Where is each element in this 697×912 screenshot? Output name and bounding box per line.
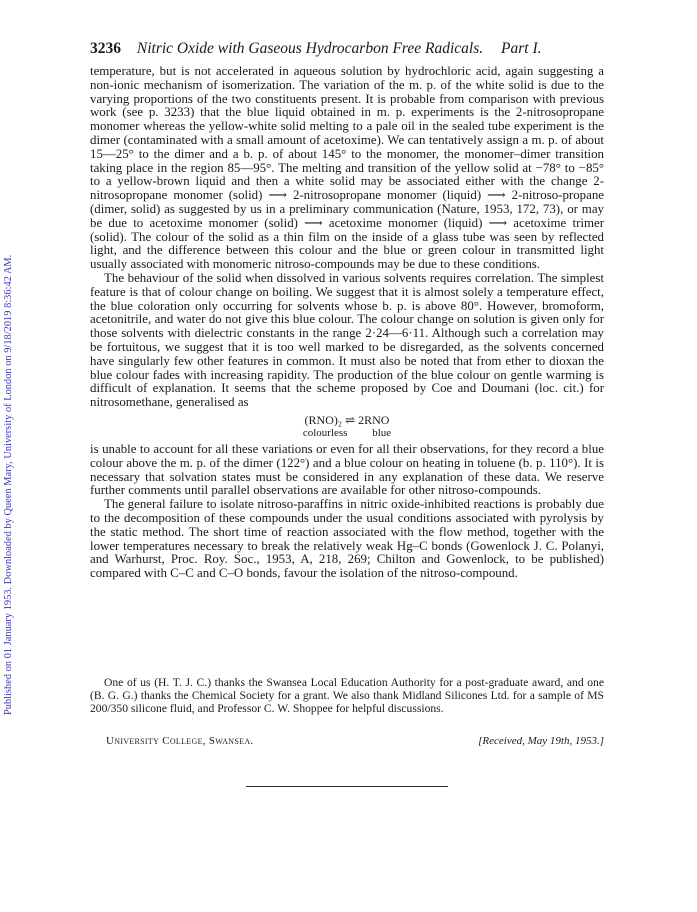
paragraph-3: is unable to account for all these variations or even for all their observations, for they record a blue colour above the m. p. of the dimer (122°) and a blue colour on heating in toluene (b. p. 110°). It is necessary that solvation states must be considered in any explanation of these data. We reserve further comments until parallel observations are available for other nitroso-compounds. — [90, 441, 604, 498]
scheme-right-label: blue — [372, 426, 392, 439]
paragraph-4: The general failure to isolate nitroso-paraffins in nitric oxide-inhibited reactions is probably due to the decomposition of these compounds under the usual conditions associated with pyrolysis by the static method. The short time of reaction associated with the flow method, together with the lower temperatures necessary to break the relatively weak Hg–C bonds (Gowenlock J. C. Polanyi, and Warhurst, Proc. Roy. Soc., 1953, A, 218, 269; Chilton and Gowenlock, to be published) compared with C–C and C–O bonds, favour the isolation of the nitroso-compound. — [90, 497, 604, 581]
affiliation: University College, Swansea. — [106, 735, 254, 747]
running-title: Nitric Oxide with Gaseous Hydrocarbon Free Radicals. — [136, 40, 484, 57]
paragraph-1: temperature, but is not accelerated in aqueous solution by hydrochloric acid, again suggesting a non-ionic mechanism of isomerization. The variation of the m. p. of the white solid is due to the varying proportions of the two constituents present. It is probable from comparison with previous work (see p. 3233) that the blue liquid obtained in m. p. experiments is the 2-nitrosopropane monomer whereas the yellow-white solid melting to a pale oil in the sealed tube experiment is the dimer (contaminated with a small amount of acetoxime). We can tentatively assign a m. p. of about 15—25° to the dimer and a b. p. of about 145° to the monomer, the monomer–dimer transition taking place in the region 85—95°. The melting and transition of the yellow solid at −78° to −85° to a yellow-brown liquid and then a white solid may be associated either with the change 2-nitrosopropane monomer (solid) ⟶ 2-nitrosopropane monomer (liquid) ⟶ 2-nitroso-propane (dimer, solid) as suggested by us in a preliminary communication (Nature, 1953, 172, 73), or may be due to acetoxime monomer (solid) ⟶ acetoxime monomer (liquid) ⟶ acetoxime trimer (solid). The colour of the solid as a thin film on the inside of a glass tube was seen by reflected light, and the difference between this colour and the blue or green colour in transmitted light usually associated with monomeric nitroso-compounds may be due to these conditions. — [90, 64, 604, 272]
download-stamp-text: Published on 01 January 1953. Downloaded by Queen Mary, University of London on 9/18/2019 8:36:42 AM. — [3, 254, 14, 715]
scheme-labels — [90, 427, 604, 439]
download-stamp — [3, 95, 19, 715]
acknowledgement-text: One of us (H. T. J. C.) thanks the Swansea Local Education Authority for a post-graduate award, and one (B. G. G.) thanks the Chemical Society for a grant. We also thank Midland Silicones Ltd. for a sample of MS 200/350 silicone fluid, and Professor C. W. Shoppee for helpful discussions. — [90, 676, 604, 715]
scheme-equation: (RNO)₂ ⇌ 2RNO — [304, 412, 390, 427]
signature-line — [106, 735, 604, 747]
scheme-left-label: colourless — [302, 426, 348, 439]
part-label: Part I. — [501, 40, 542, 57]
end-rule — [246, 786, 448, 787]
received-date: [Received, May 19th, 1953.] — [478, 735, 604, 747]
body-text — [90, 65, 604, 581]
paragraph-2: The behaviour of the solid when dissolved in various solvents requires correlation. The simplest feature is that of colour change on boiling. We suggest that it is almost solely a temperature effect, the blue coloration only occurring for solvents whose b. p. is above 80°. However, bromoform, acetonitrile, and water do not give this blue colour. The colour change on solution is given only for those solvents with dielectric constants in the range 2·24—6·11. Although such a correlation may be fortuitous, we suggest that it is too well marked to be disregarded, as the solvents concerned have singularly few other features in common. It must also be noted that from ether to dioxan the blue colour fades with increasing rapidity. The production of the blue colour on gentle warming is difficult of explanation. It seems that the scheme proposed by Coe and Doumani (loc. cit.) for nitrosomethane, generalised as — [90, 270, 604, 410]
page-number: 3236 — [90, 40, 121, 57]
acknowledgement — [90, 676, 604, 715]
equilibrium-scheme — [90, 414, 604, 439]
page-header — [90, 40, 610, 58]
